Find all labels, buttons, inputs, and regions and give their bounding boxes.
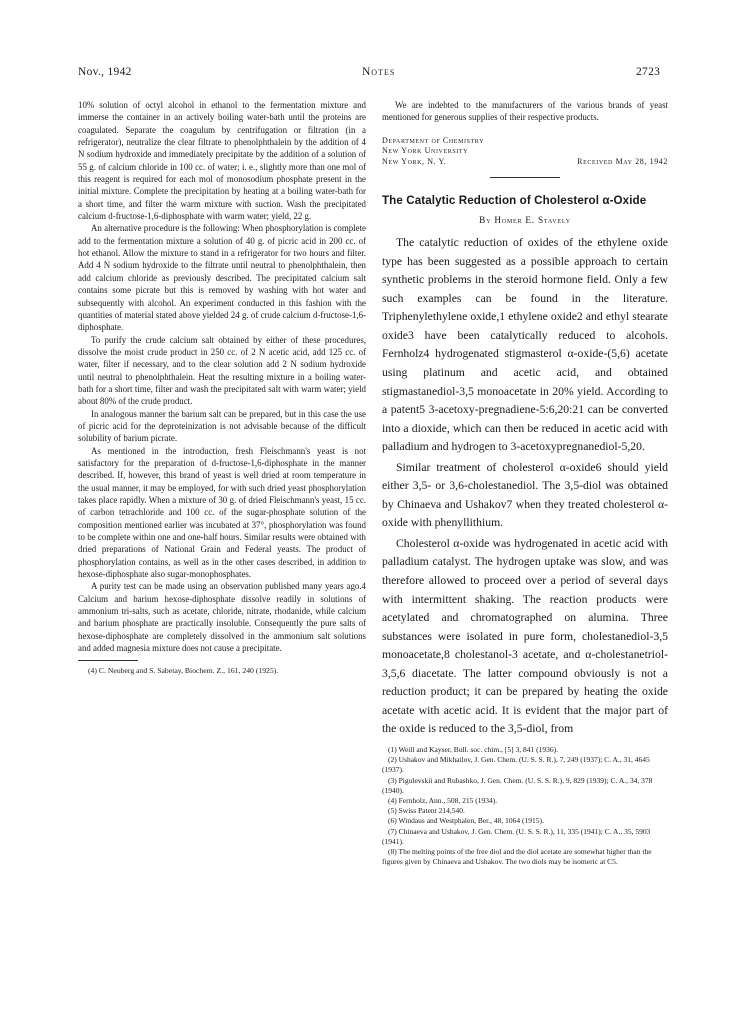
footnote-rule bbox=[78, 660, 138, 661]
footnote-1: (1) Weill and Kayser, Bull. soc. chim., [5] 3, 841 (1936). bbox=[388, 744, 558, 754]
right-footnotes bbox=[382, 745, 668, 867]
right-paragraph-3: Cholesterol α-oxide was hydrogenated in acetic acid with palladium catalyst. The hydrogen uptake was slow, and was therefore allowed to proceed over a period of several days with intermittent shaking. The reaction products were acetylated and chromatographed on alumina. Three substances were isolated in pure form, cholestanediol-3,5 monoacetate,8 cholestanol-3 acetate, and α-cholestanetriol-3,5,6 diacetate. The latter compound obviously is not a reduction product; it can be prepared by heating the oxide acetate with acetic acid. It is evident that the major part of the oxide is reduced to the 3,5-diol, from bbox=[382, 536, 668, 736]
left-footnote-4: (4) C. Neuberg and S. Sabetay, Biochem. Z., 161, 240 (1925). bbox=[88, 666, 279, 676]
header-date: Nov., 1942 bbox=[78, 66, 132, 78]
footnote-5: (5) Swiss Patent 214,540. bbox=[388, 806, 465, 816]
received-date: Received May 28, 1942 bbox=[577, 156, 668, 166]
left-paragraph-1: 10% solution of octyl alcohol in ethanol to the fermentation mixture and immerse the container in an actively boiling water-bath until the proteins are coagulated. Separate the coagulum by centrifugation or filtration (in a refrigerator), neutralize the clear filtrate to phenolphthalein by the addition of 4 N sodium hydroxide and immediately precipitate by the addition of a solution of 55 g. of calcium chloride in 100 cc. of water; i. e., slightly more than one mol of this reagent is required for each mol of monosodium phosphate present in the initial mixture. Complete the precipitation by heating at a boiling water-bath for a short time, and filter the warm mixture with suction. Wash the precipitated calcium d-fructose-1,6-diphosphate with warm water; yield, 22 g. bbox=[78, 100, 366, 222]
footnote-6: (6) Windaus and Westphalen, Ber., 48, 1064 (1915). bbox=[388, 816, 544, 826]
affiliation-block bbox=[382, 136, 668, 168]
left-paragraph-2: An alternative procedure is the following: When phosphorylation is complete add to the fermentation mixture a solution of 40 g. of picric acid in 200 cc. of hot ethanol. Allow the mixture to stand in a refrigerator for two hours and filter. Add 4 N sodium hydroxide to the filtrate until neutral to phenolphthalein, then add calcium chloride as previously described. The precipitated calcium salt contains some picrate but this is removed by washing with hot water and subsequently with alcohol. An experiment conducted in this fashion with the quantities of material stated above yielded 24 g. of crude calcium d-fructose-1,6-diphosphate. bbox=[78, 223, 366, 333]
left-body-text bbox=[78, 99, 366, 654]
affiliation-department: Department of Chemistry bbox=[382, 135, 485, 145]
left-footnotes bbox=[78, 666, 366, 676]
right-paragraph-1: The catalytic reduction of oxides of the ethylene oxide type has been suggested as a possible approach to certain synthetic problems in the steroid hormone field. Only a few such examples can be found in the literature. Triphenylethylene oxide,1 ethylene oxide2 and ethyl stearate oxide3 have been catalytically reduced to alcohols. Fernholz4 hydrogenated stigmasterol α-oxide-(5,6) acetate using platinum and acetic acid, and obtained stigmastanediol-3,5 monoacetate in 20% yield. According to a patent5 3-acetoxy-pregnadiene-5:6,20:21 can be converted into a dioxide, which can then be reduced in acetic acid with palladium and hydrogen to 3-acetoxypregnanediol-5,20. bbox=[382, 236, 668, 454]
footnote-3: (3) Pigulevskii and Rubashko, J. Gen. Chem. (U. S. S. R.), 9, 829 (1939); C. A., 34, 378 (1940). bbox=[382, 775, 653, 795]
left-paragraph-6: A purity test can be made using an observation published many years ago.4 Calcium and barium hexose-diphosphate dissolve readily in solutions of ammonium tri-salts, such as acetate, chloride, nitrate, rhodanide, while calcium and barium phosphate are practically insoluble. Consequently the pure salts of hexose-diphosphate are completely dissolved in the ammonium salt solutions and added magnesia mixture does not cause a precipitate. bbox=[78, 581, 366, 654]
right-body-text bbox=[382, 234, 668, 739]
left-paragraph-3: To purify the crude calcium salt obtained by either of these procedures, dissolve the moist crude product in 250 cc. of 2 N acetic acid, add 125 cc. of water, filter if necessary, and to the clear solution add 2 N sodium hydroxide until neutral to phenolphthalein. Heat the resulting mixture in a boiling water-bath for a short time, filter and wash the precipitated salt with warm water; yield about 80% of the crude product. bbox=[78, 334, 366, 407]
affiliation-city-received bbox=[382, 157, 668, 168]
article-byline: By Homer E. Stavely bbox=[479, 215, 571, 226]
right-column bbox=[382, 99, 668, 867]
acknowledgment: We are indebted to the manufacturers of the various brands of yeast mentioned for generous supplies of their respective products. bbox=[382, 100, 668, 123]
header-section: Notes bbox=[362, 66, 396, 78]
left-paragraph-4: In analogous manner the barium salt can be prepared, but in this case the use of picric acid for the deproteinization is not advisable because of the difficult solubility of barium picrate. bbox=[78, 408, 366, 444]
footnote-2: (2) Ushakov and Mikhailov, J. Gen. Chem. (U. S. S. R.), 7, 249 (1937); C. A., 31, 4645 (1937). bbox=[382, 755, 650, 775]
affiliation-university: New York University bbox=[382, 146, 469, 156]
affiliation-city: New York, N. Y. bbox=[382, 156, 447, 166]
left-column bbox=[78, 99, 366, 677]
header-page-number: 2723 bbox=[636, 66, 661, 78]
footnote-7: (7) Chinaeva and Ushakov, J. Gen. Chem. (U. S. S. R.), 11, 335 (1941); C. A., 35, 5903 (1941). bbox=[382, 826, 651, 846]
left-paragraph-5: As mentioned in the introduction, fresh Fleischmann's yeast is not satisfactory for the preparation of d-fructose-1,6-diphosphate in the manner described. If, however, this brand of yeast is well dried at room temperature in the usual manner, it may be employed, for with such dried yeast phosphorylation takes place rapidly. When a mixture of 30 g. of dried Fleischmann's yeast, 15 cc. of carbon tetrachloride and 100 cc. of the sugar-phosphate solution of the composition mentioned earlier was incubated at 37°, phosphorylation was found to be complete within one and one-half hours. Similar results were obtained with dried preparations of National Grain and Federal yeasts. The product of phosphorylation contains, as well as in the other cases described, in addition to hexose-diphosphate also sugar-monophosphates. bbox=[78, 445, 366, 580]
article-title: The Catalytic Reduction of Cholesterol α-Oxide bbox=[382, 194, 647, 208]
right-paragraph-2: Similar treatment of cholesterol α-oxide6 should yield either 3,5- or 3,6-cholestanediol. The 3,5-diol was obtained by Chinaeva and Ushakov7 when they treated cholesterol α-oxide with phenyllithium. bbox=[382, 460, 668, 530]
section-divider bbox=[490, 177, 560, 178]
footnote-4: (4) Fernholz, Ann., 508, 215 (1934). bbox=[388, 795, 498, 805]
footnote-8: (8) The melting points of the free diol and the diol acetate are somewhat higher than the figures given by Chinaeva and Ushakov. The two diols may be isomeric at C5. bbox=[382, 846, 652, 867]
